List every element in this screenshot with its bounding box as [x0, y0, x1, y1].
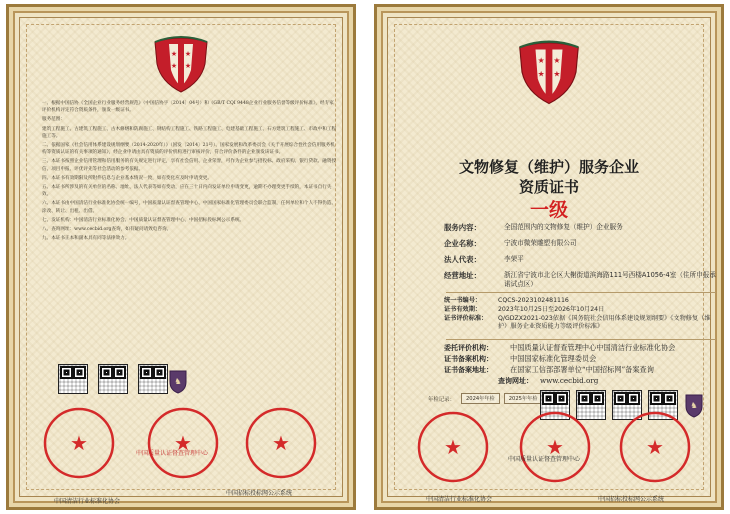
seal-label: 中国质量认证督查管理中心 [136, 450, 209, 457]
shield-crest-icon [513, 38, 585, 106]
field-label: 统一书编号： [444, 297, 482, 304]
svg-text:★: ★ [170, 50, 178, 58]
qr-code-icon [138, 364, 168, 394]
svg-text:★: ★ [546, 435, 564, 459]
svg-text:★: ★ [537, 69, 545, 79]
clause-item: 八、查询网址：www.cecbid.org查询，如有疑问请致电咨询。 [42, 227, 172, 233]
field-value: CQCS-2023102481116 [498, 297, 569, 304]
clause-item: 四、本证书有效期限及所附件信息与企业基本情况一致，如有变化应及时申请变更。 [42, 175, 212, 181]
purple-shield-icon [168, 368, 188, 394]
field-label: 法人代表： [444, 255, 481, 264]
certificate-left [6, 4, 356, 510]
svg-text:★: ★ [272, 431, 290, 455]
clause-item: 建筑工程施工、古建筑工程施工、古木修缮和防腐施工、钢结构工程施工、铁路工程施工、电建基础工程施工、石方建筑工程施工、市政中和工程施工等。 [42, 126, 337, 139]
certificate-title: 文物修复（维护）服务企业 [458, 158, 639, 176]
svg-text:★: ★ [537, 56, 545, 65]
svg-text:★: ★ [444, 435, 462, 459]
svg-text:♞: ♞ [174, 377, 182, 386]
field-registry [444, 354, 718, 364]
clause-item: 服务范围： [42, 117, 65, 123]
annual-review-field: 2024年年检 [461, 393, 500, 404]
field-service-content [444, 223, 718, 232]
seal-label: 中国清洁行业标准化协会 [426, 496, 493, 503]
field-address [444, 271, 718, 289]
field-evaluator [444, 343, 718, 353]
red-seal-icon [244, 406, 318, 480]
field-query-url [498, 376, 718, 386]
field-value: 全国范围内的文物修复（维护）企业服务 [504, 223, 623, 231]
field-label: 企业名称： [444, 239, 481, 248]
clauses-list [42, 100, 338, 244]
qr-code-icon [58, 364, 88, 394]
divider [446, 292, 716, 293]
red-seal-icon [416, 410, 490, 484]
svg-text:★: ★ [174, 431, 192, 455]
field-label: 证书评价标准： [444, 315, 488, 322]
clause-item: 一、根据中国信协《全国企业行业服务经营规范》（中国信协字〔2014〕04号）和《GB/T CQI 9448企业行业服务信誉等级评价标准》，经专家评价机构评定符合资质条件，颁发一级证书。 [42, 101, 334, 114]
svg-text:♞: ♞ [690, 401, 698, 410]
field-value: Q/GDZX2021-023依据《国务院社会信用体系建设规划纲要》《文物修复（维护）服务企业资质能力等级评价标准》 [498, 315, 711, 330]
query-url-link[interactable]: www.cecbid.org [540, 376, 599, 385]
seal-label: 中国清洁行业标准化协会 [54, 498, 121, 505]
field-registry-address [444, 365, 718, 375]
field-label: 查询网址： [498, 376, 533, 385]
annual-review-field: 2025年年检 [504, 393, 543, 404]
divider [446, 339, 716, 340]
certificate-right [374, 4, 724, 510]
svg-text:★: ★ [184, 50, 192, 58]
annual-review-record [428, 393, 547, 404]
svg-text:★: ★ [70, 431, 88, 455]
field-legal-rep [444, 255, 718, 264]
seal-label: 中国质量认证督查管理中心 [508, 456, 581, 463]
clause-item: 二、依据国家《社会信用体系建设规划纲要（2014-2020年）》（国发〔2014〕21号）、国家发展和改革委员会《关于开展综合性社会信用服务机构等资质认证的有关事项的通知》，经企业申请由具有资质的评价机构进行审核评价，符合评价条件的企业颁发该证书。 [42, 143, 335, 156]
clause-item: 七、发证机构：中国清洁行业标准化协会、中国质量认证督查管理中心、中国招标投标网公示系统。 [42, 217, 245, 223]
field-value: 宁波市微荣雕塑有限公司 [504, 239, 577, 247]
svg-text:★: ★ [553, 69, 561, 79]
annual-review-label: 年检记录： [428, 396, 455, 403]
certificate-frame [387, 17, 716, 503]
certificate-frame [19, 17, 343, 505]
field-value: 在国家工信部部署单位“中国招标网”备案查询 [510, 365, 654, 374]
field-value: 中国国家标准化管理委员会 [510, 354, 597, 363]
red-seal-icon [518, 410, 592, 484]
red-seal-icon [146, 406, 220, 480]
field-value: 中国质量认证督查管理中心中国清洁行业标准化协会 [510, 343, 676, 352]
certificate-grade: 一级 [529, 199, 568, 221]
field-label: 委托评价机构： [444, 343, 493, 352]
red-seal-icon [618, 410, 692, 484]
field-label: 经营地址： [444, 271, 481, 280]
shield-crest-icon [149, 34, 213, 94]
clause-item: 三、本证书按照企业信用管理和信用服务的有关规定进行评定，享有社会信用、企业荣誉，可作为企业参与招投标、政府采购、银行贷款、融资授信、项目申报、评优评先等社会活动的参考依据。 [42, 159, 337, 172]
field-cert-number [444, 297, 718, 305]
qr-code-icon [98, 364, 128, 394]
field-value: 浙江省宁波市北仑区大榭街道滨海路111号西楼A1056-4室（住所申报承诺试点区） [504, 271, 716, 288]
svg-text:★: ★ [184, 62, 192, 70]
field-validity [444, 306, 718, 314]
field-value: 李荣平 [504, 255, 524, 263]
field-label: 证书有效期： [444, 306, 482, 313]
clause-item: 五、本证书所涉及的有关单位的名称、地址、法人代表等如有变动，应在三十日内向发证单位申请变更，逾期不办理变更手续的，本证书自行失效。 [42, 185, 332, 198]
clause-item: 六、本证书由中国清洁行业标准化协会统一编号，中国质量认证督查管理中心、中国国家标准化管理委员会联合监制，任何单位和个人不得伪造、涂改、转让、出租、出借。 [42, 201, 337, 214]
svg-text:★: ★ [553, 56, 561, 65]
seal-label: 中国招标投标网公示系统 [598, 496, 665, 503]
field-label: 证书备案地址： [444, 365, 493, 374]
red-seal-icon [42, 406, 116, 480]
field-label: 证书备案机构： [444, 354, 493, 363]
svg-text:★: ★ [170, 62, 178, 70]
field-value: 2023年10月25日至2026年10月24日 [498, 306, 605, 313]
svg-text:★: ★ [646, 435, 664, 459]
clause-item: 九、本证书正本和副本具有同等法律效力。 [42, 236, 130, 242]
certificate-subtitle: 资质证书 [518, 178, 579, 196]
field-label: 服务内容： [444, 223, 481, 232]
field-standard [444, 315, 718, 331]
field-company-name [444, 239, 718, 248]
seal-label: 中国招标投标网公示系统 [226, 490, 293, 497]
